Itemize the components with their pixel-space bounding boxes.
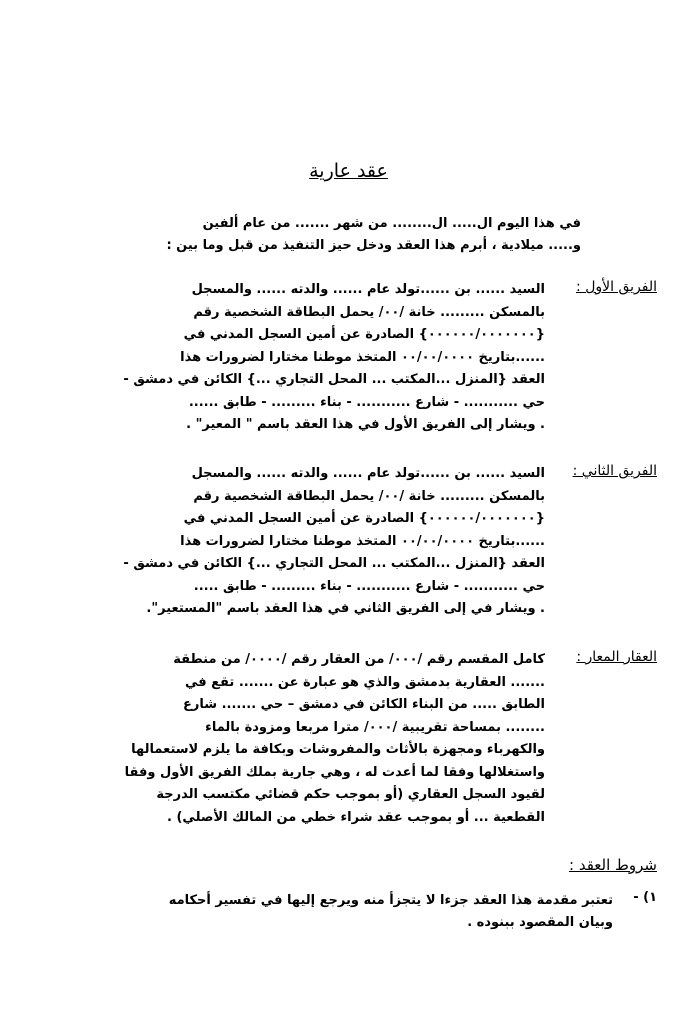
party-one-line: العقد {المنزل ...المكتب ... المحل التجاري ...} الكائن في دمشق - (123, 372, 545, 387)
property-label: العقار المعار : (576, 649, 657, 665)
party-one-text (45, 279, 545, 437)
party-two-text (45, 463, 545, 621)
property-line: والكهرباء ومجهزة بالأثاث والمفروشات وبكافة ما يلزم لاستعمالها (131, 742, 545, 757)
party-one-line: حي ........... - شارع ........... - بناء ......... - طابق ...... (188, 394, 545, 410)
party-one-line: {٠٠٠٠٠٠/٠٠٠٠٠٠٠} الصادرة عن أمين السجل المدني في (183, 327, 545, 342)
property-line: لقيود السجل العقاري (أو بموجب حكم قضائي مكتسب الدرجة (156, 787, 545, 802)
property-line: ....... العقارية بدمشق والذي هو عبارة عن ....... تقع في (184, 674, 545, 690)
property-line: الطابق ..... من البناء الكائن في دمشق – حي ....... شارع (183, 697, 545, 712)
property-line: ........ بمساحة تقريبية /٠٠٠/ مترا مربعا ومزودة بالماء (205, 719, 545, 735)
clause-number: ١) - (633, 890, 657, 905)
property-line: واستغلالها وفقا لما أعدت له ، وهي جارية بملك الفريق الأول وفقا (124, 764, 545, 780)
conditions-heading: شروط العقد : (569, 856, 657, 874)
clause-line: وبيان المقصود ببنوده . (467, 915, 613, 930)
party-one-line: . ويشار إلى الفريق الأول في هذا العقد باسم " المعير" . (186, 417, 545, 432)
property-line: القطعية ... أو بموجب عقد شراء خطي من المالك الأصلي) . (167, 809, 545, 825)
party-two-line: بالمسكن ......... خانة /٠٠/ يحمل البطاقة الشخصية رقم (193, 488, 545, 504)
clause-text (53, 890, 613, 934)
party-two-line: {٠٠٠٠٠٠/٠٠٠٠٠٠٠} الصادرة عن أمين السجل المدني في (183, 511, 545, 526)
party-two-line: . ويشار في إلى الفريق الثاني في هذا العقد باسم "المستعير". (146, 601, 545, 616)
property-text (45, 649, 545, 829)
property-line: كامل المقسم رقم /٠٠٠/ من العقار رقم /٠٠٠٠/ من منطقة (173, 652, 545, 667)
party-one-line: السيد ...... بن ......تولد عام ...... والدته ...... والمسجل (191, 282, 545, 297)
party-two-line: ......بتاريخ ٠٠/٠٠/٠٠٠٠ المتخذ موطنا مختارا لضرورات هذا (180, 533, 545, 549)
intro-line: في هذا اليوم ال..... ال........ من شهر ....... من عام ألفين (202, 216, 581, 231)
party-two-label: الفريق الثاني : (572, 463, 657, 479)
party-one-label: الفريق الأول : (576, 279, 657, 295)
party-two-line: العقد {المنزل ...المكتب ... المحل التجاري ...} الكائن في دمشق - (123, 556, 545, 571)
party-one-line: ......بتاريخ ٠٠/٠٠/٠٠٠٠ المتخذ موطنا مختارا لضرورات هذا (180, 349, 545, 365)
party-one-line: بالمسكن ......... خانة /٠٠/ يحمل البطاقة الشخصية رقم (193, 304, 545, 320)
clause-line: تعتبر مقدمة هذا العقد جزءا لا يتجزأ منه ويرجع إليها في تفسير أحكامه (168, 893, 613, 908)
intro-paragraph (81, 213, 581, 257)
party-two-line: السيد ...... بن ......تولد عام ...... والدته ...... والمسجل (191, 466, 545, 481)
intro-line: و..... ميلادية ، أبرم هذا العقد ودخل حيز التنفيذ من قبل وما بين : (166, 238, 581, 253)
party-two-line: حي ........... - شارع ........... - بناء ......... - طابق ..... (193, 578, 545, 594)
document-title: عقد عارية (309, 160, 388, 182)
